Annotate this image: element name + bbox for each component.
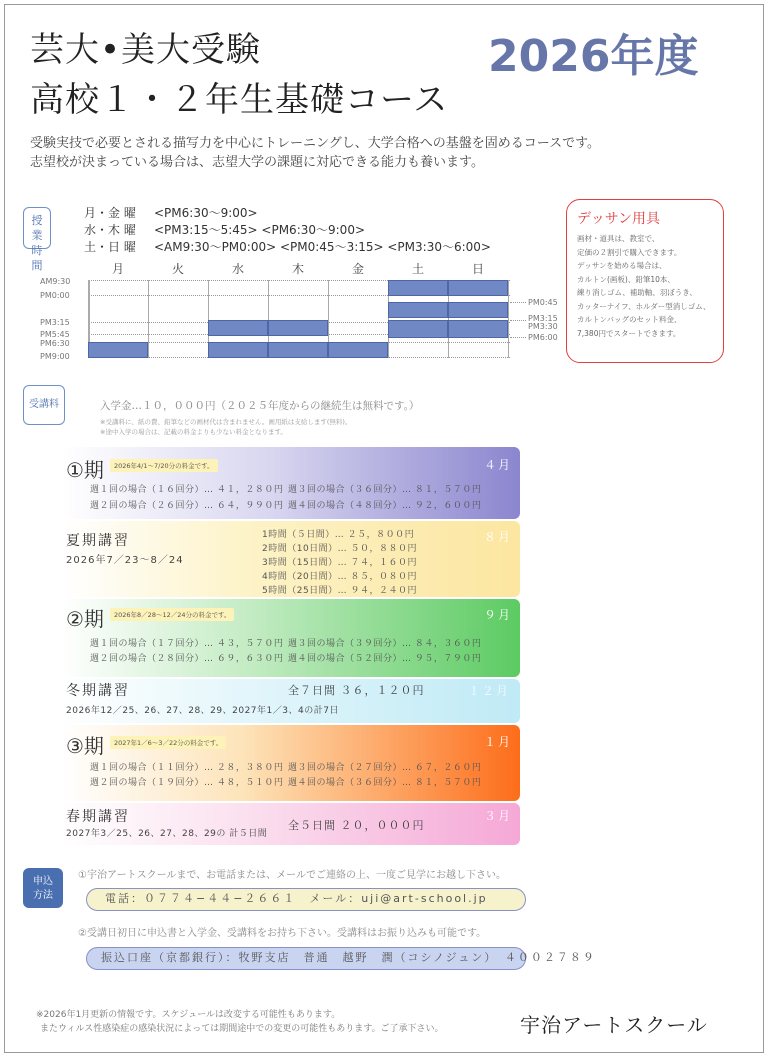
schedule-days: 水・木 曜 [84,223,136,237]
fee-note-2: ※途中入学の場合は、記載の料金よりも少ない料金となります。 [100,428,287,436]
winter-label: 冬期講習 [66,683,130,699]
schedule-line-wed-thu [84,221,365,238]
term3-label: ③期 [66,734,104,758]
schedule-line-sat-sun [84,238,491,255]
time-label: PM0:00 [40,291,70,300]
term1-fee: 週１回の場合（１６回分）… ４１，２８０円 [90,485,284,495]
time-tick [510,320,526,321]
spring-fee: 全５日間 ２０，０００円 [288,819,425,832]
summer-fee: 5時間（25日間）… ９４，２４０円 [262,586,418,596]
summer-fee: 3時間（15日間）… ７４，１６０円 [262,558,418,568]
schedule-badge-label: 授業時間 [31,214,43,272]
term2-fee: 週２回の場合（２８回分）… ６９，６３０円 [90,654,284,664]
winter-month: １２月 [468,684,511,698]
spring-month: ３月 [484,809,513,823]
time-label: PM6:30 [40,339,70,348]
dessin-line: カルトンバッグのセット料金、 [577,315,682,324]
term3-tag: 2027年1／6〜3／22分の料金です。 [110,736,226,749]
grid-col-border [508,280,509,358]
page-title-line1: 芸大•美大受験 [30,30,262,70]
day-label-wed: 水 [231,262,244,276]
term3-month: １月 [484,735,513,749]
dessin-line: カッターナイフ、ホルダー型消しゴム、 [577,301,711,311]
time-label: PM0:45 [528,298,558,307]
summer-fee: 2時間（10日間）… ５０，８８０円 [262,544,418,554]
term3-fee: 週３回の場合（２７回分）… ６７，２６０円 [288,763,482,773]
dessin-line: 定価の２割引で購入できます。 [577,247,682,257]
day-label-sun: 日 [471,262,484,276]
intro-line-2: 志望校が決まっている場合は、志望大学の課題に対応できる能力も養います。 [30,155,484,170]
time-label: PM6:00 [528,333,558,342]
class-block-wed-evening [208,342,268,358]
spring-dates: 2027年3／25、26、27、28、29の 計５日間 [66,829,268,839]
class-block-mon-evening [88,342,148,358]
intro-line-1: 受験実技で必要とされる描写力を中心にトレーニングし、大学合格への基盤を固めるコースです。 [30,136,601,151]
schedule-badge [23,207,51,272]
day-label-thu: 木 [291,262,304,276]
term1-fee: 週４回の場合（４８回分）… ９２，６００円 [288,501,482,511]
time-label: PM9:00 [40,352,70,361]
spring-label: 春期講習 [66,809,130,825]
time-label: PM3:30 [528,322,558,331]
time-label: PM5:45 [40,330,70,339]
schedule-days: 土・日 曜 [84,240,136,254]
term2-fee: 週１回の場合（１７回分）… ４３，５７０円 [90,639,284,649]
winter-fee: 全７日間 ３６，１２０円 [288,684,425,697]
schedule-days: 月・金 曜 [84,206,136,220]
time-tick [510,302,526,303]
day-label-tue: 火 [171,262,184,276]
term1-month: ４月 [484,458,513,472]
winter-dates: 2026年12／25、26、27、28、29、2027年1／3、4の計7日 [66,706,339,716]
summer-fee: 1時間（５日間）… ２５，８００円 [262,530,415,540]
term3-fee: 週２回の場合（１９回分）… ４８，５１０円 [90,778,284,788]
summer-fee: 4時間（20日間）… ８５，０８０円 [262,572,418,582]
time-label: PM3:15 [528,314,558,323]
class-block-sat-morning [388,280,448,296]
bank-pill: 振込口座（京都銀行）：牧野支店 普通 越野 潤（コシノジュン） ４００２７８９ [86,947,526,970]
term2-fee: 週４回の場合（５２回分）… ９５，７９０円 [288,654,482,664]
term2-fee: 週３回の場合（３９回分）… ８４，３６０円 [288,639,482,649]
class-block-sat-noon [388,302,448,318]
school-name: 宇治アートスクール [520,1013,708,1037]
term1-label: ①期 [66,458,104,482]
page-title-line2: 高校１・２年生基礎コース [30,80,449,120]
footer-note-2: またウィルス性感染症の感染状況によっては期間途中での変更の可能性もあります。ご了承下さい。 [40,1024,444,1034]
class-block-wed-afternoon [208,320,268,336]
dessin-line: 7,380円でスタートできます。 [577,328,681,338]
dessin-line: 画材・道具は、教室で、 [577,234,660,243]
schedule-line-mon-fri [84,204,258,221]
day-label-fri: 金 [351,262,364,276]
dessin-tools-box [566,199,724,363]
class-block-sun-noon [448,302,508,318]
day-label-sat: 土 [411,262,424,276]
class-block-sun-morning [448,280,508,296]
term1-fee: 週３回の場合（３６回分）… ８１，５７０円 [288,485,482,495]
summer-month: ８月 [484,530,513,544]
fees-badge: 受講料 [23,385,65,425]
entry-fee: 入学金…１０，０００円（２０２５年度からの継続生は無料です。） [100,400,420,412]
academic-year: 2026年度 [488,31,699,82]
time-label: PM3:15 [40,318,70,327]
schedule-times: <PM3:15〜5:45> <PM6:30〜9:00> [154,223,366,237]
class-block-thu-afternoon [268,320,328,336]
fee-note-1: ※受講料に、紙の費、鉛筆などの画材代は含まれません。画用紙は支給します(無料)。 [100,418,352,426]
dessin-line: カルトン(画板)、鉛筆10本、 [577,274,675,284]
dessin-line: デッサンを始める場合は、 [577,261,667,270]
schedule-times: <PM6:30〜9:00> [154,206,258,220]
dessin-line: 練り消しゴム、補助軸、羽ぼうき、 [577,288,697,297]
day-label-mon: 月 [111,262,124,276]
term2-tag: 2026年8／28〜12／24分の料金です。 [110,608,234,621]
term1-tag: 2026年4/1〜7/20分の料金です。 [110,459,218,472]
term3-fee: 週１回の場合（１１回分）… ２８，３８０円 [90,763,284,773]
apply-badge-label: 申込方法 [33,876,53,901]
apply-badge [23,868,63,908]
class-block-sat-afternoon [388,320,448,338]
grid-col-border [148,280,149,358]
contact-pill: 電話：０７７４−４４−２６６１ メール：uji@art-school.jp [86,888,526,911]
term1-fee: 週２回の場合（２６回分）… ６４，９９０円 [90,501,284,511]
dessin-title: デッサン用具 [577,211,661,227]
time-label: AM9:30 [40,277,71,286]
footer-note-1: ※2026年1月更新の情報です。スケジュールは改変する可能性もあります。 [36,1010,341,1020]
time-tick [510,337,526,338]
schedule-grid [88,280,510,358]
term2-label: ②期 [66,607,104,631]
class-block-sun-afternoon [448,320,508,338]
term3-fee: 週４回の場合（３６回分）… ８１，５７０円 [288,778,482,788]
intro-text [30,134,600,172]
term2-month: ９月 [484,608,513,622]
apply-step1: ①宇治アートスクールまで、お電話または、メールでご連絡の上、一度ご見学にお越し下さい。 [78,870,506,881]
summer-label: 夏期講習 [66,533,130,549]
summer-dates: 2026年7／23〜8／24 [66,555,184,566]
class-block-thu-evening [268,342,328,358]
apply-step2: ②受講日初日に申込書と入学金、受講料をお持ち下さい。受講料はお振り込みも可能です。 [78,928,487,939]
class-block-fri-evening [328,342,388,358]
schedule-times: <AM9:30〜PM0:00> <PM0:45〜3:15> <PM3:30〜6:00> [154,240,491,254]
